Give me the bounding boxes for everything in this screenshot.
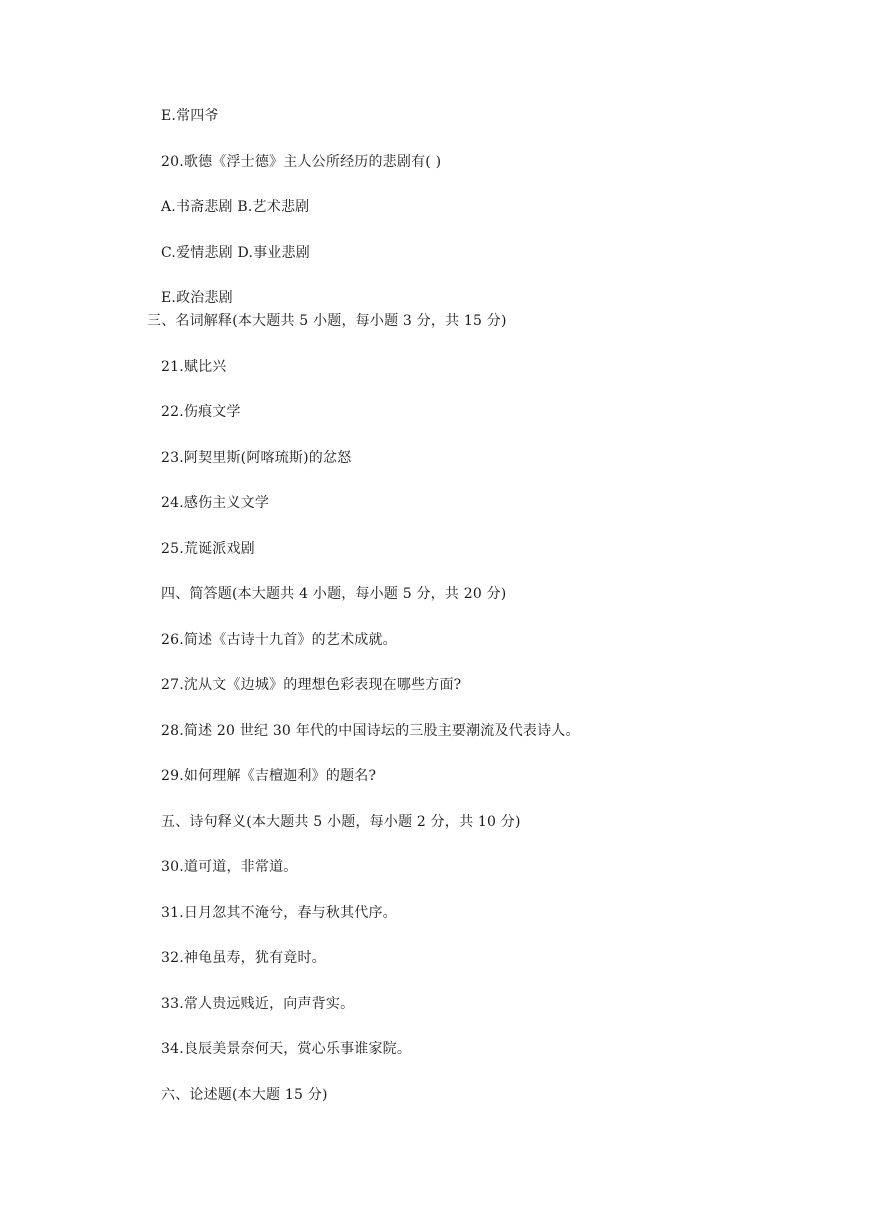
question-line-31: 31.日月忽其不淹兮，春与秋其代序。: [161, 905, 397, 921]
option-line-20e: E.政治悲剧: [161, 290, 233, 306]
question-line-21: 21.赋比兴: [161, 359, 227, 375]
question-line-22: 22.伤痕文学: [161, 404, 241, 420]
option-line-20ab: A.书斋悲剧 B.艺术悲剧: [161, 199, 310, 215]
question-line-32: 32.神龟虽寿，犹有竟时。: [161, 950, 326, 966]
question-line-23: 23.阿契里斯(阿喀琉斯)的忿怒: [161, 450, 352, 466]
question-line-34: 34.良辰美景奈何天，赏心乐事谁家院。: [161, 1041, 412, 1057]
question-line-24: 24.感伤主义文学: [161, 495, 270, 511]
question-line-20: 20.歌德《浮士德》主人公所经历的悲剧有( ): [161, 154, 442, 170]
section-heading-3: 三、名词解释(本大题共 5 小题，每小题 3 分，共 15 分): [147, 313, 507, 329]
question-line-25: 25.荒诞派戏剧: [161, 541, 255, 557]
question-line-33: 33.常人贵远贱近，向声背实。: [161, 996, 355, 1012]
section-heading-4: 四、简答题(本大题共 4 小题，每小题 5 分，共 20 分): [161, 586, 507, 602]
section-heading-5: 五、诗句释义(本大题共 5 小题，每小题 2 分，共 10 分): [161, 814, 521, 830]
question-line-26: 26.简述《古诗十九首》的艺术成就。: [161, 632, 397, 648]
question-line-29: 29.如何理解《吉檀迦利》的题名?: [161, 768, 377, 784]
question-line-30: 30.道可道，非常道。: [161, 859, 298, 875]
section-heading-6: 六、论述题(本大题 15 分): [161, 1087, 328, 1103]
question-line-28: 28.简述 20 世纪 30 年代的中国诗坛的三股主要潮流及代表诗人。: [161, 723, 580, 739]
option-line-20cd: C.爱情悲剧 D.事业悲剧: [161, 245, 310, 261]
question-line-27: 27.沈从文《边城》的理想色彩表现在哪些方面?: [161, 677, 462, 693]
option-line-19e: E.常四爷: [161, 108, 219, 124]
